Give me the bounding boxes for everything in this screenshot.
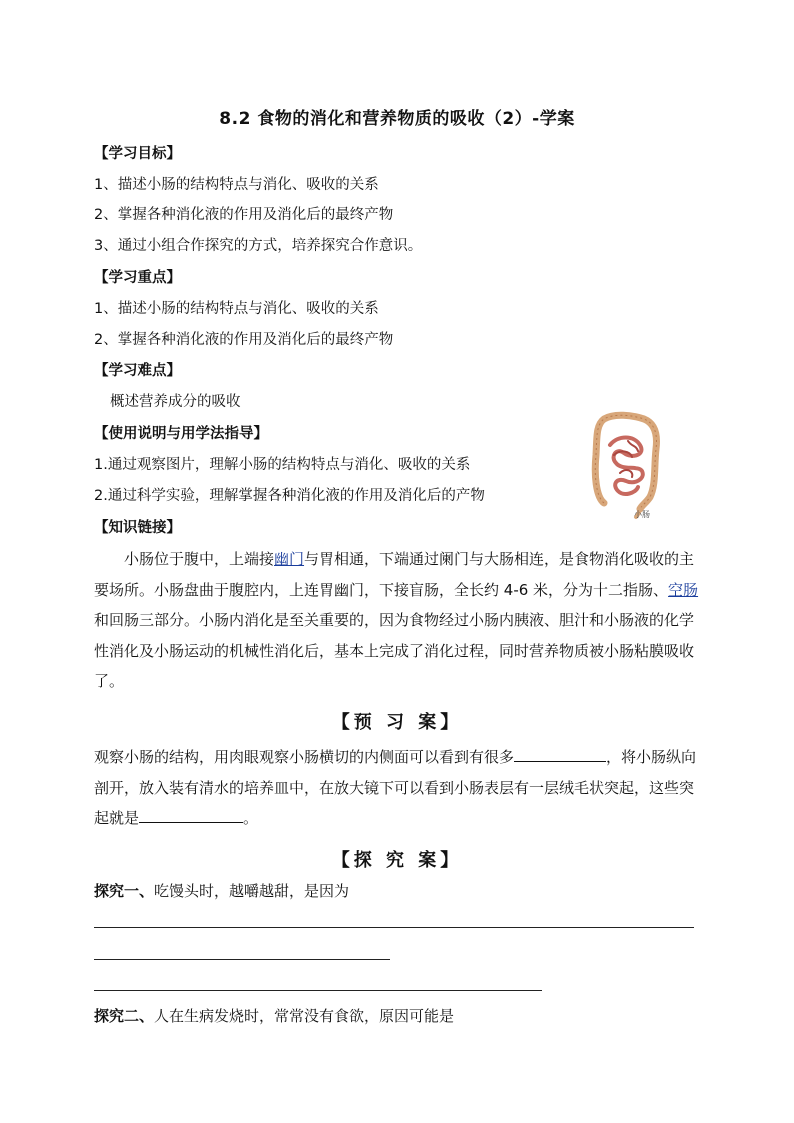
guide-heading: 【使用说明与用学法指导】 — [94, 426, 268, 442]
answer-line-3[interactable] — [94, 990, 542, 991]
guide-item: 1.通过观察图片，理解小肠的结构特点与消化、吸收的关系 — [94, 457, 471, 473]
key-point-item: 2、掌握各种消化液的作用及消化后的最终产物 — [94, 332, 394, 348]
preview-text-3: 。 — [243, 809, 259, 827]
explore-2-label: 探究二、 — [94, 1007, 155, 1025]
key-points-heading: 【学习重点】 — [94, 270, 181, 286]
pylorus-link[interactable]: 幽门 — [274, 550, 305, 568]
small-intestine-figure — [584, 405, 666, 523]
knowledge-text-3: 和回肠三部分。小肠内消化是至关重要的，因为食物经过小肠内胰液、胆汁和小肠液的化学性消化及小肠运动的机械性消化后，基本上完成了消化过程，同时营养物质被小肠粘膜吸收了。 — [94, 611, 695, 690]
difficulty-heading: 【学习难点】 — [94, 363, 181, 379]
explore-1-label: 探究一、 — [94, 882, 155, 900]
objective-item: 3、通过小组合作探究的方式，培养探究合作意识。 — [94, 238, 423, 254]
answer-line-2[interactable] — [94, 959, 390, 960]
knowledge-heading: 【知识链接】 — [94, 520, 181, 536]
figure-caption: 小肠 — [634, 510, 650, 519]
answer-line-1[interactable] — [94, 927, 694, 928]
objectives-heading: 【学习目标】 — [94, 146, 181, 162]
page-title: 8.2 食物的消化和营养物质的吸收（2）-学案 — [219, 109, 575, 129]
key-point-item: 1、描述小肠的结构特点与消化、吸收的关系 — [94, 301, 379, 317]
preview-paragraph — [94, 742, 702, 834]
objective-item: 1、描述小肠的结构特点与消化、吸收的关系 — [94, 177, 379, 193]
explore-1-text: 吃馒头时，越嚼越甜，是因为 — [154, 882, 350, 900]
explore-heading: 【探 究 案】 — [331, 850, 463, 871]
preview-text-1: 观察小肠的结构，用肉眼观察小肠横切的内侧面可以看到有很多 — [94, 748, 515, 766]
difficulty-text: 概述营养成分的吸收 — [110, 394, 241, 410]
explore-2-text: 人在生病发烧时，常常没有食欲，原因可能是 — [154, 1007, 455, 1025]
preview-heading: 【预 习 案】 — [331, 712, 463, 733]
guide-item: 2.通过科学实验，理解掌握各种消化液的作用及消化后的产物 — [94, 488, 485, 504]
preview-blank-1[interactable] — [514, 746, 606, 762]
explore-question-1 — [94, 881, 349, 901]
preview-blank-2[interactable] — [139, 807, 243, 823]
objective-item: 2、掌握各种消化液的作用及消化后的最终产物 — [94, 207, 394, 223]
jejunum-link[interactable]: 空肠 — [668, 580, 699, 599]
knowledge-paragraph — [94, 544, 702, 697]
knowledge-text-2: 与胃相通，下端通过阑门与大肠相连，是食物消化吸收的主要场所。小肠盘曲于腹腔内，上连胃幽门，下接盲肠，全长约 4-6 米，分为十二指肠、 — [94, 550, 695, 599]
explore-question-2 — [94, 1006, 454, 1026]
preview-text-2: ，将小肠纵向剖开，放入装有清水的培养皿中，在放大镜下可以看到小肠表层有一层绒毛状突起，这些突起就是 — [94, 748, 697, 827]
knowledge-text-1: 小肠位于腹中，上端接 — [124, 550, 275, 568]
small-intestine-illustration — [584, 405, 666, 523]
